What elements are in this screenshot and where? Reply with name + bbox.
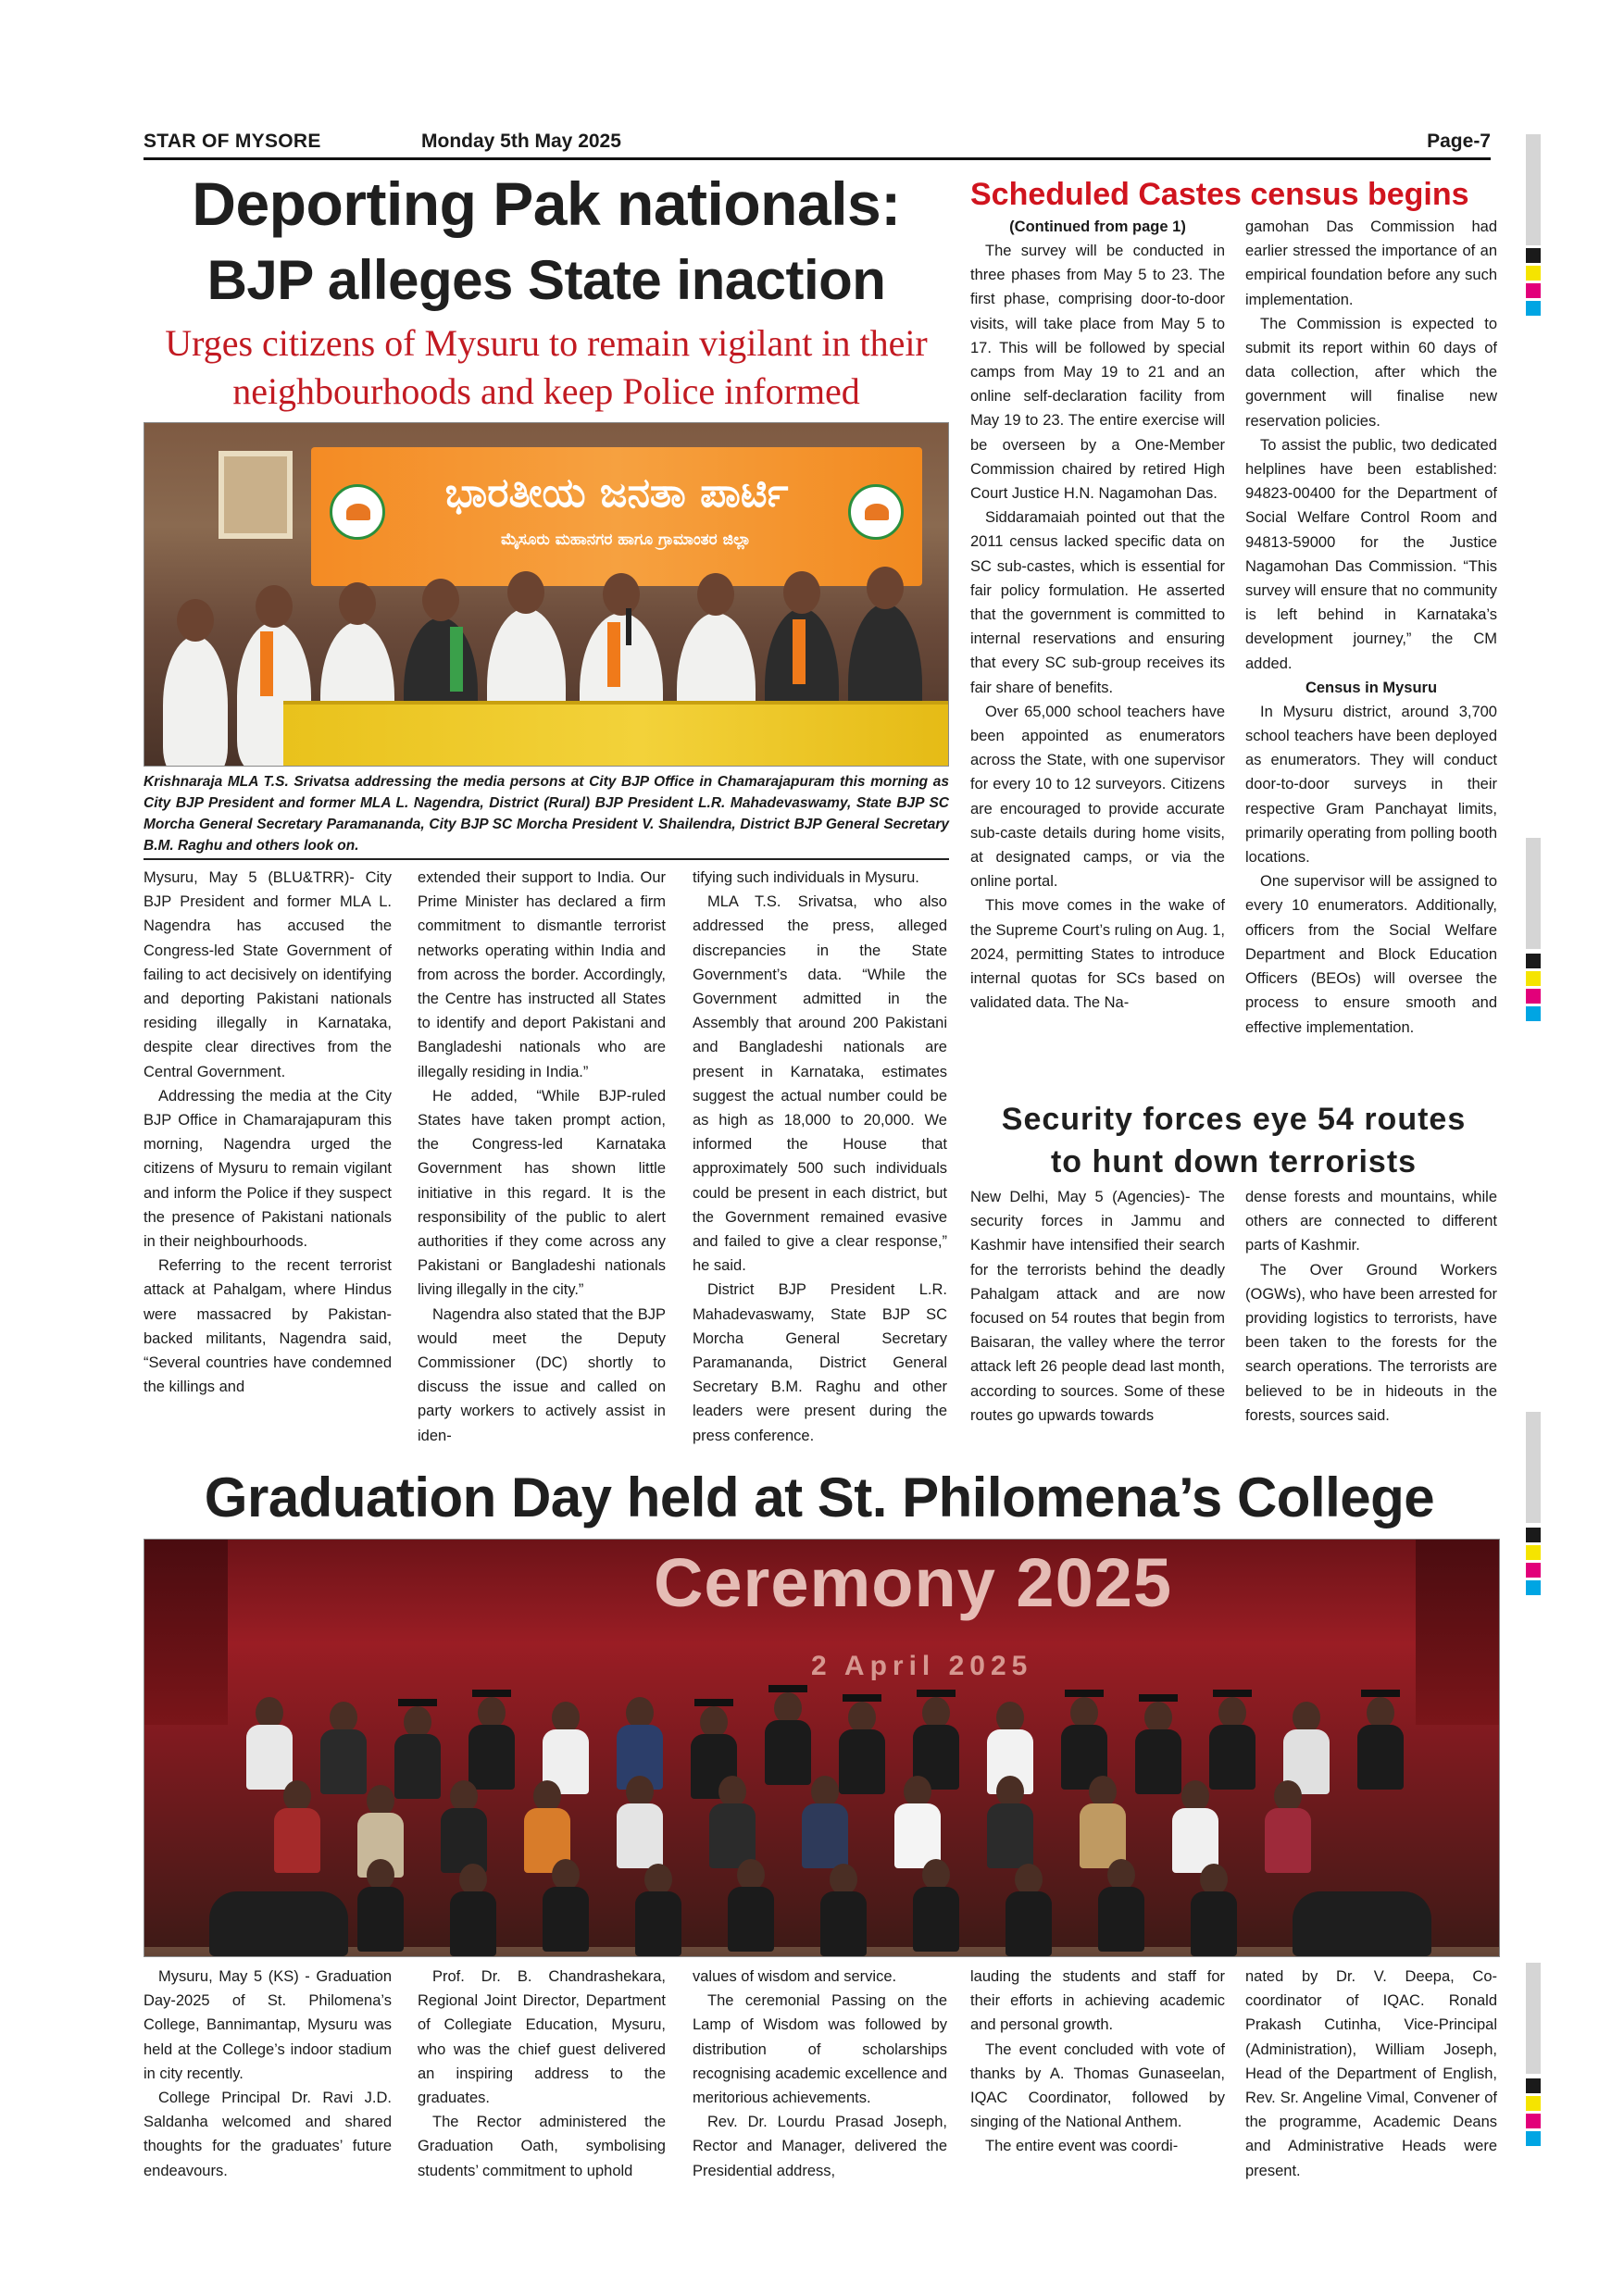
- paragraph: Nagendra also stated that the BJP would meet the Deputy Commissioner (DC) shortly to discuss the issue and called on party workers to actively assist in iden-: [418, 1305, 666, 1444]
- paragraph: lauding the students and staff for their efforts in achieving academic and personal growth.: [970, 1968, 1225, 2034]
- reg-black-swatch: [1526, 954, 1541, 968]
- paragraph: dense forests and mountains, while others are connected to different parts of Kashmir.: [1245, 1189, 1497, 1254]
- article3-column-1: [970, 1185, 1225, 1454]
- banner-kannada-text: ಭಾರತೀಯ ಜನತಾ ಪಾರ್ಟಿ: [444, 469, 789, 517]
- article1-column-3: [693, 866, 947, 1449]
- press-table: [283, 701, 949, 766]
- masthead: [144, 131, 1491, 160]
- press-meet-photo: [144, 422, 949, 767]
- speaker-right: [1293, 1891, 1431, 1956]
- paragraph: values of wisdom and service.: [693, 1968, 897, 1985]
- paragraph: Addressing the media at the City BJP Office in Chamarajapuram this morning, Nagendra urged the citizens of Mysuru to remain vigilant and inform the Police if they suspect the presence of Pakistani nationals in their neighbourhoods.: [144, 1087, 392, 1251]
- paragraph: To assist the public, two dedicated helplines have been established: 94823-00400 for the Department of Social Welfare Control Room and 94813-59000 for the Justice Nagamohan Das Commission. “This survey will ensure that no community is left behind in Karnataka’s development journey,” the CM added.: [1245, 436, 1497, 672]
- paragraph: In Mysuru district, around 3,700 school teachers have been deployed as enumerators. They will conduct door-to-door surveys in their respective Gram Panchayat limits, primarily operating from polling booth locations.: [1245, 703, 1497, 867]
- article1-photo-caption: Krishnaraja MLA T.S. Srivatsa addressing the media persons at City BJP Office in Chamarajapuram this morning as City BJP President and former MLA L. Nagendra, District (Rural) BJP President L.R. Mahadevaswamy, State BJP SC Morcha General Secretary Paramananda, City BJP SC Morcha President V. Shailendra, District BJP General Secretary B.M. Raghu and others look on.: [144, 774, 949, 854]
- speaker-left: [209, 1891, 348, 1956]
- paragraph: The event concluded with vote of thanks by A. Thomas Gunaseelan, IQAC Coordinator, followed by singing of the National Anthem.: [970, 2040, 1225, 2131]
- ceremony-banner-title: Ceremony 2025: [653, 1544, 1173, 1621]
- reg-gray-bar: [1526, 134, 1541, 245]
- article1-column-1: [144, 866, 392, 1449]
- paragraph: He added, “While BJP-ruled States have taken prompt action, the Congress-led Karnataka Government has shown little initiative in this regard. It is the responsibility of the public to alert authorities if they come across any Pakistani or Bangladeshi nationals living illegally in the city.”: [418, 1087, 666, 1299]
- paragraph: tifying such individuals in Mysuru.: [693, 869, 919, 886]
- article2-headline: Scheduled Castes census begins: [970, 177, 1469, 212]
- reg-cyan-swatch: [1526, 1580, 1541, 1595]
- reg-cyan-swatch: [1526, 301, 1541, 316]
- reg-yellow-swatch: [1526, 971, 1541, 986]
- paragraph: College Principal Dr. Ravi J.D. Saldanha welcomed and shared thoughts for the graduates’ future endeavours.: [144, 2090, 392, 2179]
- article4-column-5: [1245, 1965, 1497, 2196]
- paragraph: MLA T.S. Srivatsa, who also addressed the press, alleged discrepancies in the State Government’s data. “While the Government admitted in the Assembly that around 200 Pakistani and Bangladeshi nationals are present in Karnataka, estimates suggest the actual number could be as high as 18,000 to 20,000. We informed the House that approximately 500 such individuals could be present in each district, but the Government remained evasive and failed to give a clear response,” he said.: [693, 893, 947, 1275]
- reg-gray-bar: [1526, 838, 1541, 949]
- article1-deck: Urges citizens of Mysuru to remain vigilant in their neighbourhoods and keep Police informed: [165, 322, 928, 412]
- article4-column-4: [970, 1965, 1225, 2196]
- paragraph: The ceremonial Passing on the Lamp of Wisdom was followed by distribution of scholarships recognising academic excellence and meritorious achievements.: [693, 1992, 947, 2107]
- reg-black-swatch: [1526, 2078, 1541, 2093]
- paragraph: The Commission is expected to submit its report within 60 days of data collection, after which the government will finalise new reservation policies.: [1245, 315, 1497, 430]
- paragraph: gamohan Das Commission had earlier stressed the importance of an empirical foundation before any such implementation.: [1245, 218, 1497, 308]
- paragraph: Mysuru, May 5 (KS) - Graduation Day-2025 of St. Philomena’s College, Bannimantap, Mysuru was held at the College’s indoor stadium in city recently.: [144, 1968, 392, 2082]
- article4-column-1: [144, 1965, 392, 2196]
- banner-kannada-subtext: ಮೈಸೂರು ಮಹಾನಗರ ಹಾಗೂ ಗ್ರಾಮಾಂತರ ಜಿಲ್ಲಾ: [500, 530, 752, 549]
- paragraph: nated by Dr. V. Deepa, Co-coordinator of IQAC. Ronald Prakash Cutinha, Vice-Principal (Administration), William Joseph, Head of the Department of English, Rev. Sr. Angeline Vimal, Convener of the programme, Academic Deans and Administrative Heads were present.: [1245, 1968, 1497, 2179]
- paragraph: District BJP President L.R. Mahadevaswamy, State BJP SC Morcha General Secretary Paramananda, District General Secretary B.M. Raghu and other leaders were present during the press conference.: [693, 1281, 947, 1444]
- article4-headline: Graduation Day held at St. Philomena’s College: [204, 1466, 1435, 1529]
- lotus-logo-icon: [848, 484, 904, 540]
- article3-headline-line2: to hunt down terrorists: [1050, 1144, 1418, 1179]
- paragraph: The entire event was coordi-: [985, 2138, 1179, 2155]
- caption-rule: [144, 858, 949, 860]
- reg-gray-bar: [1526, 1412, 1541, 1523]
- article4-column-2: [418, 1965, 666, 2196]
- article2-subhead: Census in Mysuru: [1305, 679, 1438, 696]
- article2-column-2: [1245, 215, 1497, 1094]
- reg-yellow-swatch: [1526, 2096, 1541, 2111]
- reg-black-swatch: [1526, 1528, 1541, 1542]
- paragraph: The Over Ground Workers (OGWs), who have been arrested for providing logistics to terrorists, have been taken to the forests for the search operations. The terrorists are believed to be in hideouts in the forests, sources said.: [1245, 1261, 1497, 1424]
- article1-column-2: [418, 866, 666, 1449]
- paragraph: extended their support to India. Our Prime Minister has declared a firm commitment to dismantle terrorist networks operating within India and from across the border. Accordingly, the Centre has instructed all States to identify and deport Pakistani and Bangladeshi nationals who are illegally residing in India.”: [418, 869, 666, 1080]
- paragraph: Prof. Dr. B. Chandrashekara, Regional Joint Director, Department of Collegiate Education, Mysuru, who was the chief guest delivered an inspiring address to the graduates.: [418, 1968, 666, 2107]
- paragraph: Mysuru, May 5 (BLU&TRR)- City BJP President and former MLA L. Nagendra has accused the Congress-led State Government of failing to act decisively on identifying and deporting Pakistani nationals residing illegally in Karnataka, despite clear directives from the Central Government.: [144, 869, 392, 1080]
- reg-magenta-swatch: [1526, 283, 1541, 298]
- reg-cyan-swatch: [1526, 1006, 1541, 1021]
- paragraph: Rev. Dr. Lourdu Prasad Joseph, Rector and Manager, delivered the Presidential address,: [693, 2114, 947, 2179]
- paragraph: The Rector administered the Graduation Oath, symbolising students’ commitment to uphold: [418, 2114, 666, 2179]
- continued-note: (Continued from page 1): [1009, 218, 1186, 235]
- paragraph: Siddaramaiah pointed out that the 2011 census lacked specific data on SC sub-castes, which is essential for fair policy formulation. He asserted that the government is committed to internal reservations and ensuring that every SC sub-group receives its fair share of benefits.: [970, 509, 1225, 696]
- reg-magenta-swatch: [1526, 989, 1541, 1004]
- reg-magenta-swatch: [1526, 2114, 1541, 2128]
- lotus-logo-icon: [330, 484, 385, 540]
- framed-portrait: [219, 451, 293, 539]
- reg-yellow-swatch: [1526, 1545, 1541, 1560]
- reg-cyan-swatch: [1526, 2131, 1541, 2146]
- reg-magenta-swatch: [1526, 1563, 1541, 1578]
- article3-column-2: [1245, 1185, 1497, 1454]
- party-banner: [311, 447, 922, 586]
- article1-headline-line2: BJP alleges State inaction: [206, 249, 886, 311]
- reg-yellow-swatch: [1526, 266, 1541, 281]
- ceremony-banner-date: 2 April 2025: [811, 1651, 1033, 1681]
- article4-column-3: [693, 1965, 947, 2196]
- paragraph: Referring to the recent terrorist attack at Pahalgam, where Hindus were massacred by Pakistan-backed militants, Nagendra said, “Several countries have condemned the killings and: [144, 1257, 392, 1396]
- paragraph: Over 65,000 school teachers have been appointed as enumerators across the State, with one supervisor for every 10 to 12 surveyors. Citizens are encouraged to provide accurate sub-caste details during home visits, at designated camps, or via the online portal.: [970, 703, 1225, 891]
- reg-gray-bar: [1526, 1963, 1541, 2074]
- issue-date: Monday 5th May 2025: [421, 131, 621, 152]
- graduation-photo: [144, 1539, 1500, 1957]
- paragraph: The survey will be conducted in three phases from May 5 to 23. The first phase, comprising door-to-door visits, will take place from May 5 to 17. This will be followed by special camps from May 19 to 21 and an online self-declaration facility from May 19 to 23. The entire exercise will be overseen by a One-Member Commission chaired by retired High Court Justice H.N. Nagamohan Das.: [970, 243, 1225, 503]
- paragraph: New Delhi, May 5 (Agencies)- The security forces in Jammu and Kashmir have intensified their search for the terrorists behind the deadly Pahalgam attack and are now focused on 54 routes that begin from Baisaran, the valley where the terror attack left 26 people dead last month, according to sources. Some of these routes go upwards towards: [970, 1189, 1225, 1424]
- article1-headline-line1: Deporting Pak nationals:: [192, 169, 901, 238]
- paragraph: This move comes in the wake of the Supreme Court’s ruling on Aug. 1, 2024, permitting States to introduce internal quotas for SCs based on validated data. The Na-: [970, 897, 1225, 1012]
- article3-headline-line1: Security forces eye 54 routes: [1001, 1102, 1467, 1137]
- reg-black-swatch: [1526, 248, 1541, 263]
- paper-name: STAR OF MYSORE: [144, 131, 321, 152]
- article2-column-1: [970, 215, 1225, 1094]
- paragraph: One supervisor will be assigned to every 10 enumerators. Additionally, officers from the Social Welfare Department and Block Education Officers (BEOs) will oversee the process to ensure smooth and effective implementation.: [1245, 873, 1497, 1036]
- page-number: Page-7: [1427, 131, 1491, 152]
